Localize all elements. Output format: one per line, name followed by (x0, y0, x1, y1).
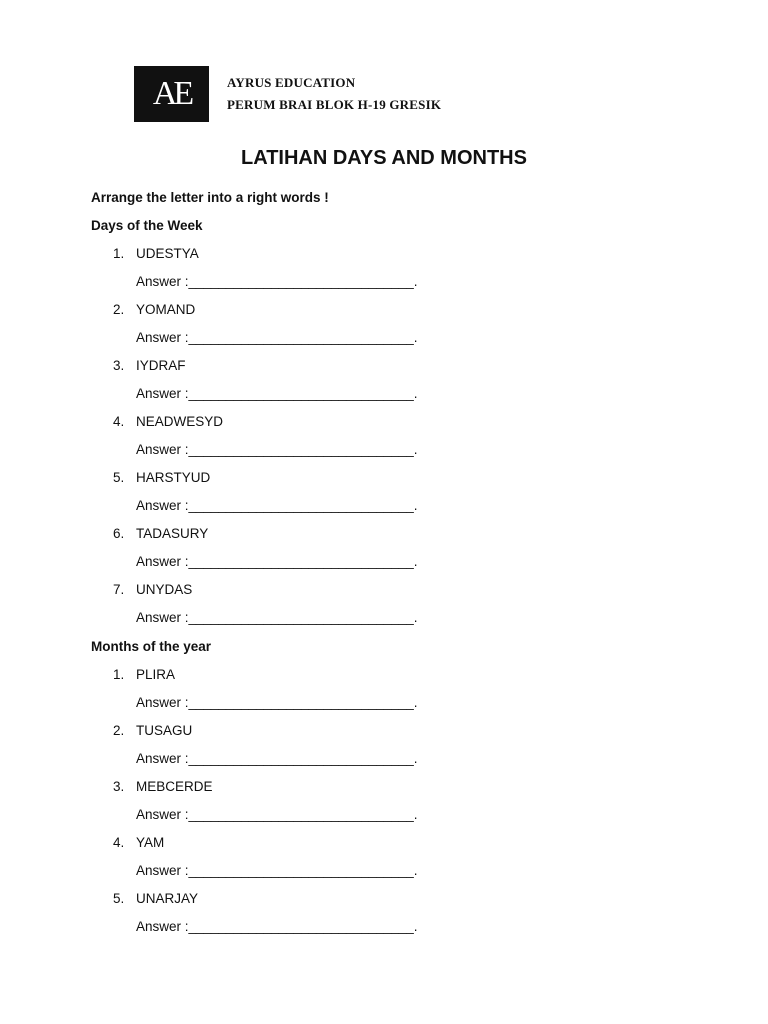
scrambled-word: YOMAND (136, 302, 196, 317)
months-list (0, 667, 768, 947)
scrambled-word: NEADWESYD (136, 414, 224, 429)
scrambled-word: UNYDAS (136, 582, 193, 597)
answer-line[interactable]: Answer :______________________________. (136, 807, 418, 822)
org-address: PERUM BRAI BLOK H-19 GRESIK (227, 97, 442, 112)
scrambled-word: MEBCERDE (136, 779, 213, 794)
list-item (0, 667, 768, 723)
answer-line[interactable]: Answer :______________________________. (136, 498, 418, 513)
list-item (0, 723, 768, 779)
answer-line[interactable]: Answer :______________________________. (136, 610, 418, 625)
scrambled-word: HARSTYUD (136, 470, 211, 485)
answer-line[interactable]: Answer :______________________________. (136, 919, 418, 934)
answer-line[interactable]: Answer :______________________________. (136, 863, 418, 878)
item-number: 5. (113, 470, 125, 485)
scrambled-word: IYDRAF (136, 358, 186, 373)
list-item (0, 582, 768, 638)
item-number: 1. (113, 667, 125, 682)
scrambled-word: UDESTYA (136, 246, 199, 261)
answer-line[interactable]: Answer :______________________________. (136, 554, 418, 569)
scrambled-word: UNARJAY (136, 891, 199, 906)
list-item (0, 779, 768, 835)
scrambled-word: PLIRA (136, 667, 176, 682)
list-item (0, 302, 768, 358)
page-title: LATIHAN DAYS AND MONTHS (241, 147, 527, 169)
answer-line[interactable]: Answer :______________________________. (136, 695, 418, 710)
item-number: 2. (113, 302, 125, 317)
org-name: AYRUS EDUCATION (227, 75, 356, 90)
answer-line[interactable]: Answer :______________________________. (136, 751, 418, 766)
list-item (0, 835, 768, 891)
item-number: 3. (113, 358, 125, 373)
list-item (0, 358, 768, 414)
item-number: 5. (113, 891, 125, 906)
list-item (0, 526, 768, 582)
days-heading: Days of the Week (91, 218, 203, 233)
list-item (0, 414, 768, 470)
days-list (0, 246, 768, 638)
ae-logo (134, 66, 209, 122)
answer-line[interactable]: Answer :______________________________. (136, 330, 418, 345)
answer-line[interactable]: Answer :______________________________. (136, 442, 418, 457)
answer-line[interactable]: Answer :______________________________. (136, 274, 418, 289)
scrambled-word: TADASURY (136, 526, 209, 541)
item-number: 4. (113, 414, 125, 429)
list-item (0, 246, 768, 302)
scrambled-word: YAM (136, 835, 165, 850)
item-number: 6. (113, 526, 125, 541)
answer-line[interactable]: Answer :______________________________. (136, 386, 418, 401)
item-number: 3. (113, 779, 125, 794)
item-number: 7. (113, 582, 125, 597)
list-item (0, 891, 768, 947)
list-item (0, 470, 768, 526)
scrambled-word: TUSAGU (136, 723, 193, 738)
logo-text: AE (152, 75, 191, 112)
item-number: 4. (113, 835, 125, 850)
instruction: Arrange the letter into a right words ! (91, 190, 329, 205)
item-number: 2. (113, 723, 125, 738)
item-number: 1. (113, 246, 125, 261)
months-heading: Months of the year (91, 639, 212, 654)
